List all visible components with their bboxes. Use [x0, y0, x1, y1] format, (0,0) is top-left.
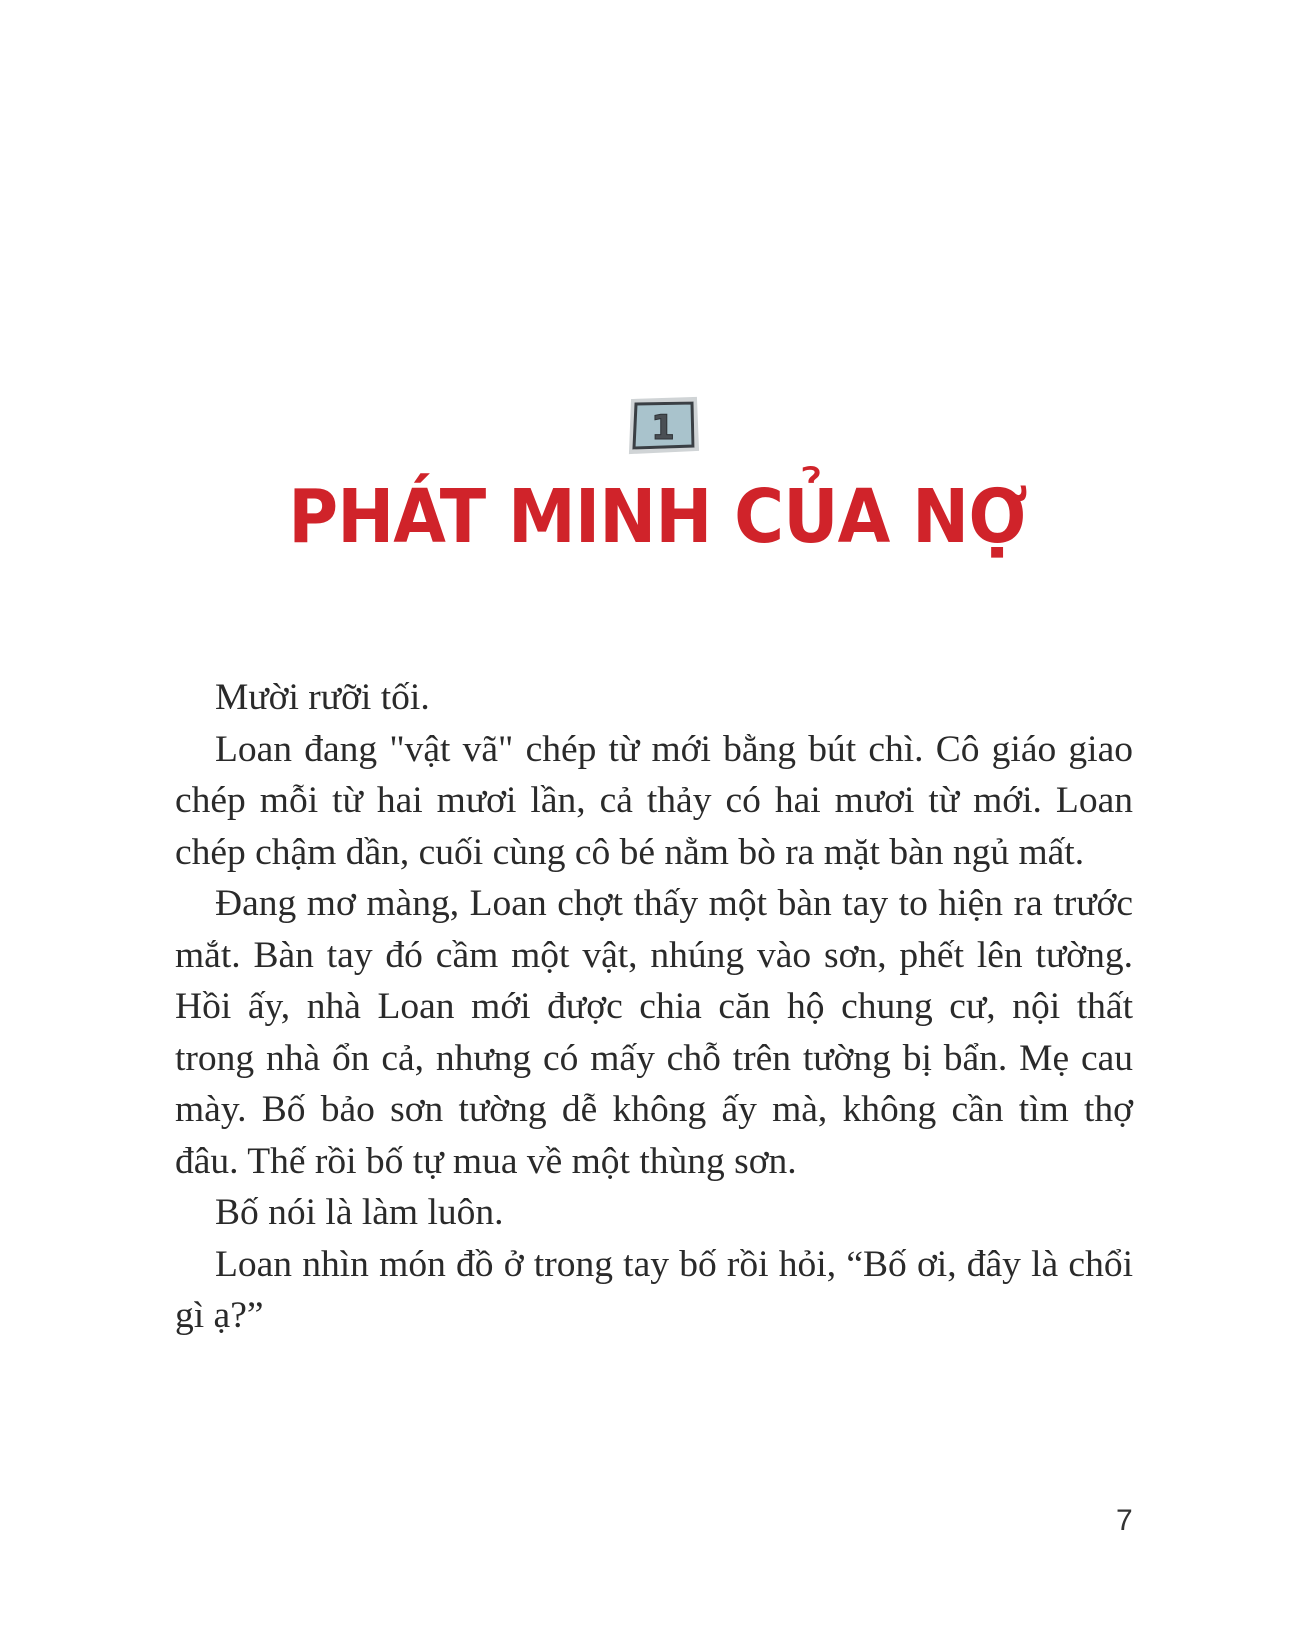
paragraph: Mười rưỡi tối. [215, 677, 430, 718]
chapter-title: PHÁT MINH CỦA NỢ [288, 474, 1027, 560]
paragraph: Đang mơ màng, Loan chợt thấy một bàn tay to hiện ra trước mắt. Bàn tay đó cầm một vật, nhúng vào sơn, phết lên tường. Hồi ấy, nhà Loan mới được chia căn hộ chung cư, nội thất trong nhà ổn cả, nhưng có mấy chỗ trên tường bị bẩn. Mẹ cau mày. Bố bảo sơn tường dễ không ấy mà, không cần tìm thợ đâu. Thế rồi bố tự mua về một thùng sơn. [175, 883, 1133, 1182]
paragraph: Loan đang "vật vã" chép từ mới bằng bút chì. Cô giáo giao chép mỗi từ hai mươi lần, cả thảy có hai mươi từ mới. Loan chép chậm dần, cuối cùng cô bé nằm bò ra mặt bàn ngủ mất. [175, 728, 1133, 873]
chapter-number-badge [625, 395, 701, 457]
paragraph: Loan nhìn món đồ ở trong tay bố rồi hỏi, “Bố ơi, đây là chổi gì ạ?” [175, 1243, 1133, 1336]
paragraph: Bố nói là làm luôn. [215, 1192, 504, 1233]
body-text [175, 672, 1133, 1342]
page-number: 7 [1116, 1504, 1133, 1537]
chapter-number: 1 [651, 408, 675, 448]
